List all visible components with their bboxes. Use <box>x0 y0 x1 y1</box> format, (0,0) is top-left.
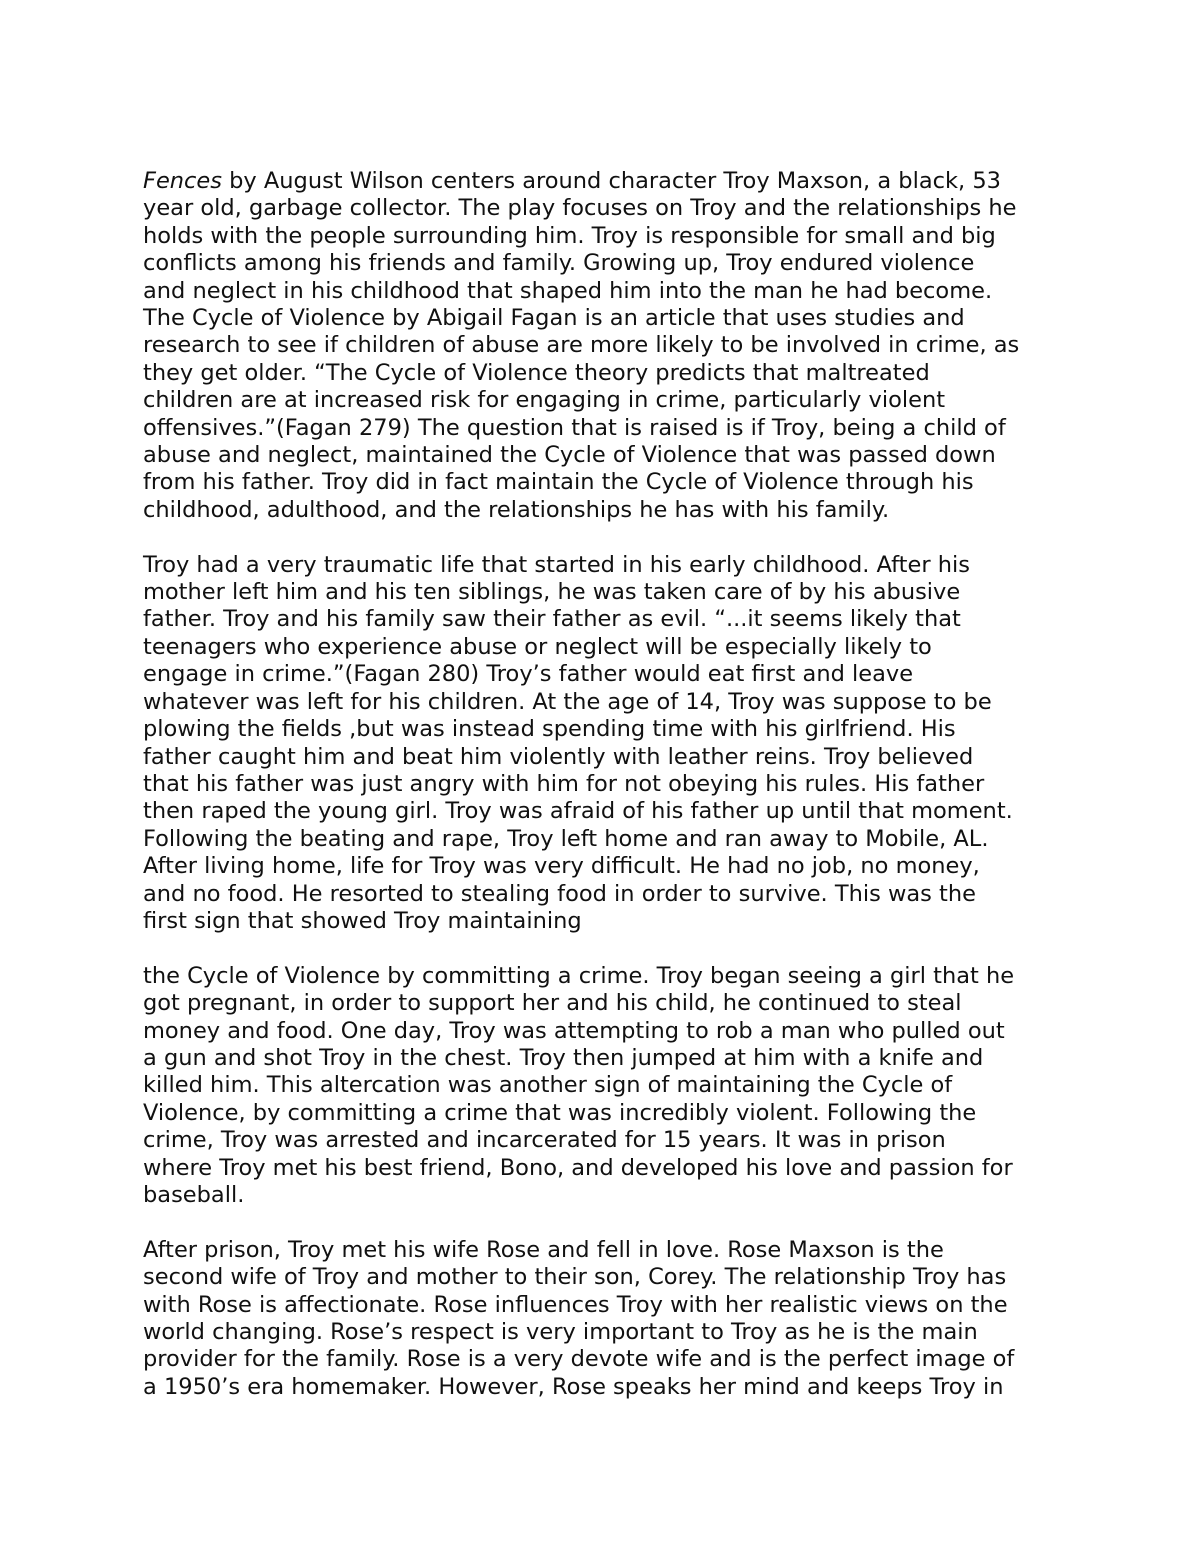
line-text: second wife of Troy and mother to their son, Corey. The relationship Troy has <box>143 1264 1007 1291</box>
line-text: from his father. Troy did in fact maintain the Cycle of Violence through his <box>143 469 974 496</box>
text-line <box>143 278 1073 305</box>
text-line <box>143 360 1073 387</box>
text-line <box>143 689 1073 716</box>
text-line <box>143 442 1073 469</box>
text-line <box>143 250 1073 277</box>
line-text: conflicts among his friends and family. Growing up, Troy endured violence <box>143 250 975 277</box>
text-line <box>143 853 1073 880</box>
line-text: crime, Troy was arrested and incarcerated for 15 years. It was in prison <box>143 1127 946 1154</box>
text-line <box>143 387 1073 414</box>
text-line <box>143 1182 1073 1209</box>
book-title: Fences <box>143 168 222 194</box>
text-line <box>143 1374 1073 1401</box>
text-line <box>143 826 1073 853</box>
text-line <box>143 661 1073 688</box>
text-line <box>143 1072 1073 1099</box>
line-text: world changing. Rose’s respect is very important to Troy as he is the main <box>143 1319 978 1346</box>
text-line <box>143 1100 1073 1127</box>
text-line <box>143 1018 1073 1045</box>
line-text: by August Wilson centers around character Troy Maxson, a black, 53 <box>221 168 1001 194</box>
line-text: and neglect in his childhood that shaped him into the man he had become. <box>143 277 993 304</box>
line-text: baseball. <box>143 1182 245 1208</box>
text-line <box>143 1045 1073 1072</box>
line-text: holds with the people surrounding him. Troy is responsible for small and big <box>143 222 996 249</box>
text-line <box>143 771 1073 798</box>
line-text: plowing the fields ,but was instead spending time with his girlfriend. His <box>143 716 956 743</box>
text-line <box>143 168 1073 195</box>
line-text: Following the beating and rape, Troy left home and ran away to Mobile, AL. <box>143 825 989 852</box>
essay-body <box>143 168 1073 1401</box>
line-text: offensives.”(Fagan 279) The question that is raised is if Troy, being a child of <box>143 414 1006 441</box>
text-line <box>143 963 1073 990</box>
line-text: engage in crime.”(Fagan 280) Troy’s father would eat first and leave <box>143 661 914 688</box>
line-text: the Cycle of Violence by committing a crime. Troy began seeing a girl that he <box>143 962 1015 989</box>
line-text: provider for the family. Rose is a very devote wife and is the perfect image of <box>143 1346 1015 1373</box>
paragraph <box>143 168 1073 524</box>
text-line <box>143 552 1073 579</box>
paragraph <box>143 552 1073 936</box>
line-text: year old, garbage collector. The play focuses on Troy and the relationships he <box>143 195 1017 222</box>
line-text: The Cycle of Violence by Abigail Fagan is an article that uses studies and <box>143 305 965 332</box>
text-line <box>143 195 1073 222</box>
line-text: they get older. “The Cycle of Violence theory predicts that maltreated <box>143 359 930 386</box>
text-line <box>143 716 1073 743</box>
line-text: killed him. This altercation was another sign of maintaining the Cycle of <box>143 1072 953 1099</box>
line-text: where Troy met his best friend, Bono, and developed his love and passion for <box>143 1154 1013 1181</box>
line-text: mother left him and his ten siblings, he was taken care of by his abusive <box>143 579 961 606</box>
text-line <box>143 305 1073 332</box>
line-text: first sign that showed Troy maintaining <box>143 907 582 934</box>
line-text: abuse and neglect, maintained the Cycle of Violence that was passed down <box>143 442 996 469</box>
line-text: and no food. He resorted to stealing food in order to survive. This was the <box>143 880 976 907</box>
line-text: got pregnant, in order to support her and his child, he continued to steal <box>143 990 962 1017</box>
text-line <box>143 1346 1073 1373</box>
text-line <box>143 1155 1073 1182</box>
line-text: a 1950’s era homemaker. However, Rose speaks her mind and keeps Troy in <box>143 1373 1004 1400</box>
line-text: with Rose is affectionate. Rose influences Troy with her realistic views on the <box>143 1291 1008 1318</box>
text-line <box>143 1127 1073 1154</box>
line-text: then raped the young girl. Troy was afraid of his father up until that moment. <box>143 798 1013 825</box>
line-text: father caught him and beat him violently with leather reins. Troy believed <box>143 743 974 770</box>
line-text: that his father was just angry with him for not obeying his rules. His father <box>143 770 985 797</box>
line-text: a gun and shot Troy in the chest. Troy then jumped at him with a knife and <box>143 1044 984 1071</box>
line-text: children are at increased risk for engaging in crime, particularly violent <box>143 387 946 414</box>
line-text: After prison, Troy met his wife Rose and fell in love. Rose Maxson is the <box>143 1236 944 1263</box>
line-text: research to see if children of abuse are more likely to be involved in crime, as <box>143 332 1020 359</box>
text-line <box>143 1237 1073 1264</box>
line-text: Violence, by committing a crime that was incredibly violent. Following the <box>143 1099 977 1126</box>
line-text: money and food. One day, Troy was attempting to rob a man who pulled out <box>143 1017 1005 1044</box>
paragraph <box>143 1237 1073 1401</box>
text-line <box>143 579 1073 606</box>
text-line <box>143 990 1073 1017</box>
line-text: father. Troy and his family saw their father as evil. “...it seems likely that <box>143 606 961 633</box>
text-line <box>143 908 1073 935</box>
line-text: Troy had a very traumatic life that started in his early childhood. After his <box>143 551 970 578</box>
line-text: childhood, adulthood, and the relationships he has with his family. <box>143 496 890 523</box>
line-text: teenagers who experience abuse or neglect will be especially likely to <box>143 633 932 660</box>
text-line <box>143 1292 1073 1319</box>
text-line <box>143 332 1073 359</box>
text-line <box>143 798 1073 825</box>
text-line <box>143 469 1073 496</box>
text-line <box>143 634 1073 661</box>
text-line <box>143 415 1073 442</box>
text-line <box>143 1264 1073 1291</box>
line-text: whatever was left for his children. At the age of 14, Troy was suppose to be <box>143 688 992 715</box>
paragraph <box>143 963 1073 1210</box>
text-line <box>143 223 1073 250</box>
text-line <box>143 1319 1073 1346</box>
text-line <box>143 881 1073 908</box>
text-line <box>143 744 1073 771</box>
text-line <box>143 606 1073 633</box>
text-line <box>143 497 1073 524</box>
line-text: After living home, life for Troy was very difficult. He had no job, no money, <box>143 853 980 880</box>
